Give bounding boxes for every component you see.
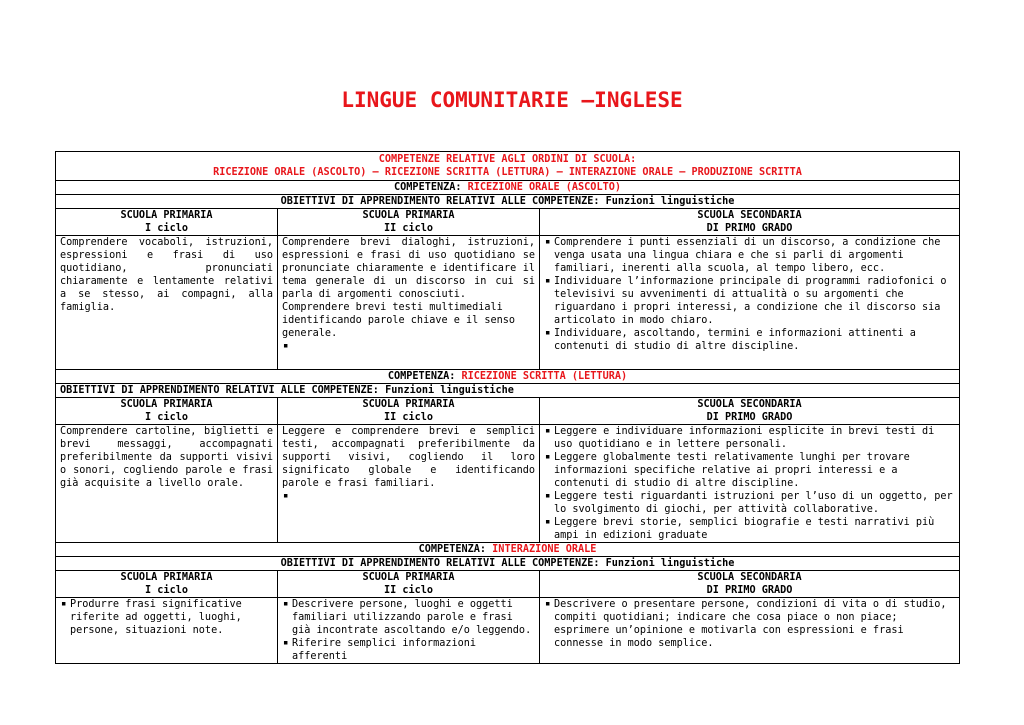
interazione-primaria-1: [56, 598, 278, 664]
header-line-1: COMPETENZE RELATIVE AGLI ORDINI DI SCUOLA:: [378, 154, 637, 165]
col-sub-primaria-1: I ciclo: [145, 412, 188, 423]
col-sub-secondaria: DI PRIMO GRADO: [706, 223, 793, 234]
col-header-secondaria: SCUOLA SECONDARIA: [697, 399, 802, 410]
interazione-secondaria: [540, 598, 960, 664]
competenza-row: [56, 543, 960, 557]
obiettivi-row: [56, 195, 960, 209]
table-header-row: [56, 152, 960, 181]
col-sub-secondaria: DI PRIMO GRADO: [706, 412, 793, 423]
interazione-primaria-2: [278, 598, 540, 664]
obiettivi-label: OBIETTIVI DI APPRENDIMENTO RELATIVI ALLE COMPETENZE: Funzioni linguistiche: [56, 195, 960, 209]
ascolto-primaria-2: [278, 236, 540, 370]
competences-table: [55, 151, 960, 664]
column-header-row: [56, 398, 960, 425]
obiettivi-label: OBIETTIVI DI APPRENDIMENTO RELATIVI ALLE COMPETENZE: Funzioni linguistiche: [56, 557, 960, 571]
lettura-secondaria: [540, 425, 960, 543]
col-sub-primaria-1: I ciclo: [145, 223, 188, 234]
ascolto-primaria-2-extra: Comprendere brevi testi multimediali identificando parole chiave e il senso generale.: [282, 302, 516, 339]
header-line-2: RICEZIONE ORALE (ASCOLTO) – RICEZIONE SCRITTA (LETTURA) – INTERAZIONE ORALE – PRODUZIONE SCRITTA: [213, 167, 802, 178]
list-item: ▪ Descrivere persone, luoghi e oggetti familiari utilizzando parole e frasi già incontrate ascoltando e/o leggendo.: [282, 598, 535, 637]
lettura-primaria-2-text: Leggere e comprendere brevi e semplici testi, accompagnati preferibilmente da supporti visivi, cogliendo il loro significato globale e identificando parole e frasi familiari.: [282, 426, 535, 489]
competenza-value: INTERAZIONE ORALE: [492, 544, 597, 555]
content-row: [56, 425, 960, 543]
obiettivi-label: OBIETTIVI DI APPRENDIMENTO RELATIVI ALLE COMPETENZE: Funzioni linguistiche: [56, 384, 960, 398]
list-item: ▪ Leggere globalmente testi relativamente lunghi per trovare informazioni specifiche relative ai propri interessi e a contenuti di studio di altre discipline.: [544, 451, 955, 490]
lettura-primaria-1: Comprendere cartoline, biglietti e brevi messaggi, accompagnati preferibilmente da supporti visivi o sonori, cogliendo parole e frasi già acquisite a livello orale.: [56, 425, 278, 543]
competenza-row: [56, 181, 960, 195]
page-title: LINGUE COMUNITARIE –INGLESE: [341, 88, 683, 112]
competenza-row: [56, 370, 960, 384]
obiettivi-row: [56, 557, 960, 571]
list-item: ▪ Individuare, ascoltando, termini e informazioni attinenti a contenuti di studio di altre discipline.: [544, 327, 955, 353]
col-header-primaria-1: SCUOLA PRIMARIA: [120, 572, 213, 583]
col-header-secondaria: SCUOLA SECONDARIA: [697, 210, 802, 221]
obiettivi-row: [56, 384, 960, 398]
col-sub-primaria-2: II ciclo: [383, 412, 434, 423]
content-row: [56, 598, 960, 664]
list-item: ▪ Riferire semplici informazioni afferenti: [282, 637, 535, 663]
col-sub-primaria-2: II ciclo: [383, 223, 434, 234]
col-header-primaria-2: SCUOLA PRIMARIA: [362, 572, 455, 583]
col-sub-primaria-2: II ciclo: [383, 585, 434, 596]
column-header-row: [56, 571, 960, 598]
col-header-primaria-2: SCUOLA PRIMARIA: [362, 399, 455, 410]
ascolto-secondaria: [540, 236, 960, 370]
list-item: ▪ Leggere testi riguardanti istruzioni per l’uso di un oggetto, per lo svolgimento di giochi, per attività collaborative.: [544, 490, 955, 516]
ascolto-primaria-2-text: Comprendere brevi dialoghi, istruzioni, espressioni e frasi di uso quotidiano se pronunciate chiaramente e identificare il tema generale di un discorso in cui si parla di argomenti conosciuti.: [282, 237, 535, 300]
list-item: ▪ Produrre frasi significative riferite ad oggetti, luoghi, persone, situazioni note.: [60, 598, 273, 637]
ascolto-primaria-1: Comprendere vocaboli, istruzioni, espressioni e frasi di uso quotidiano, pronunciati chiaramente e lentamente relativi a se stesso, ai compagni, alla famiglia.: [56, 236, 278, 370]
competenza-label: COMPETENZA:: [418, 544, 493, 555]
col-header-primaria-1: SCUOLA PRIMARIA: [120, 399, 213, 410]
competenza-value: RICEZIONE ORALE (ASCOLTO): [467, 182, 621, 193]
col-header-primaria-1: SCUOLA PRIMARIA: [120, 210, 213, 221]
competenza-label: COMPETENZA:: [387, 371, 462, 382]
list-item: ▪ Leggere e individuare informazioni esplicite in brevi testi di uso quotidiano e in lettere personali.: [544, 425, 955, 451]
competenza-value: RICEZIONE SCRITTA (LETTURA): [461, 371, 628, 382]
column-header-row: [56, 209, 960, 236]
list-item: ▪ Comprendere i punti essenziali di un discorso, a condizione che venga usata una lingua chiara e che si parli di argomenti familiari, inerenti alla scuola, al tempo libero, ecc.: [544, 236, 955, 275]
list-item: ▪ Descrivere o presentare persone, condizioni di vita o di studio, compiti quotidiani; indicare che cosa piace o non piace; esprimere un’opinione e motivarla con espressioni e frasi connesse in modo semplice.: [544, 598, 955, 650]
content-row: [56, 236, 960, 370]
list-item: ▪ Leggere brevi storie, semplici biografie e testi narrativi più ampi in edizioni graduate: [544, 516, 955, 542]
competenza-label: COMPETENZA:: [394, 182, 468, 193]
col-sub-primaria-1: I ciclo: [145, 585, 188, 596]
col-header-secondaria: SCUOLA SECONDARIA: [697, 572, 802, 583]
lettura-primaria-2: [278, 425, 540, 543]
col-header-primaria-2: SCUOLA PRIMARIA: [362, 210, 455, 221]
list-item: ▪ Individuare l’informazione principale di programmi radiofonici o televisivi su avvenimenti di attualità o su argomenti che riguardano i propri interessi, a condizione che il discorso sia articolato in modo chiaro.: [544, 275, 955, 327]
col-sub-secondaria: DI PRIMO GRADO: [706, 585, 793, 596]
